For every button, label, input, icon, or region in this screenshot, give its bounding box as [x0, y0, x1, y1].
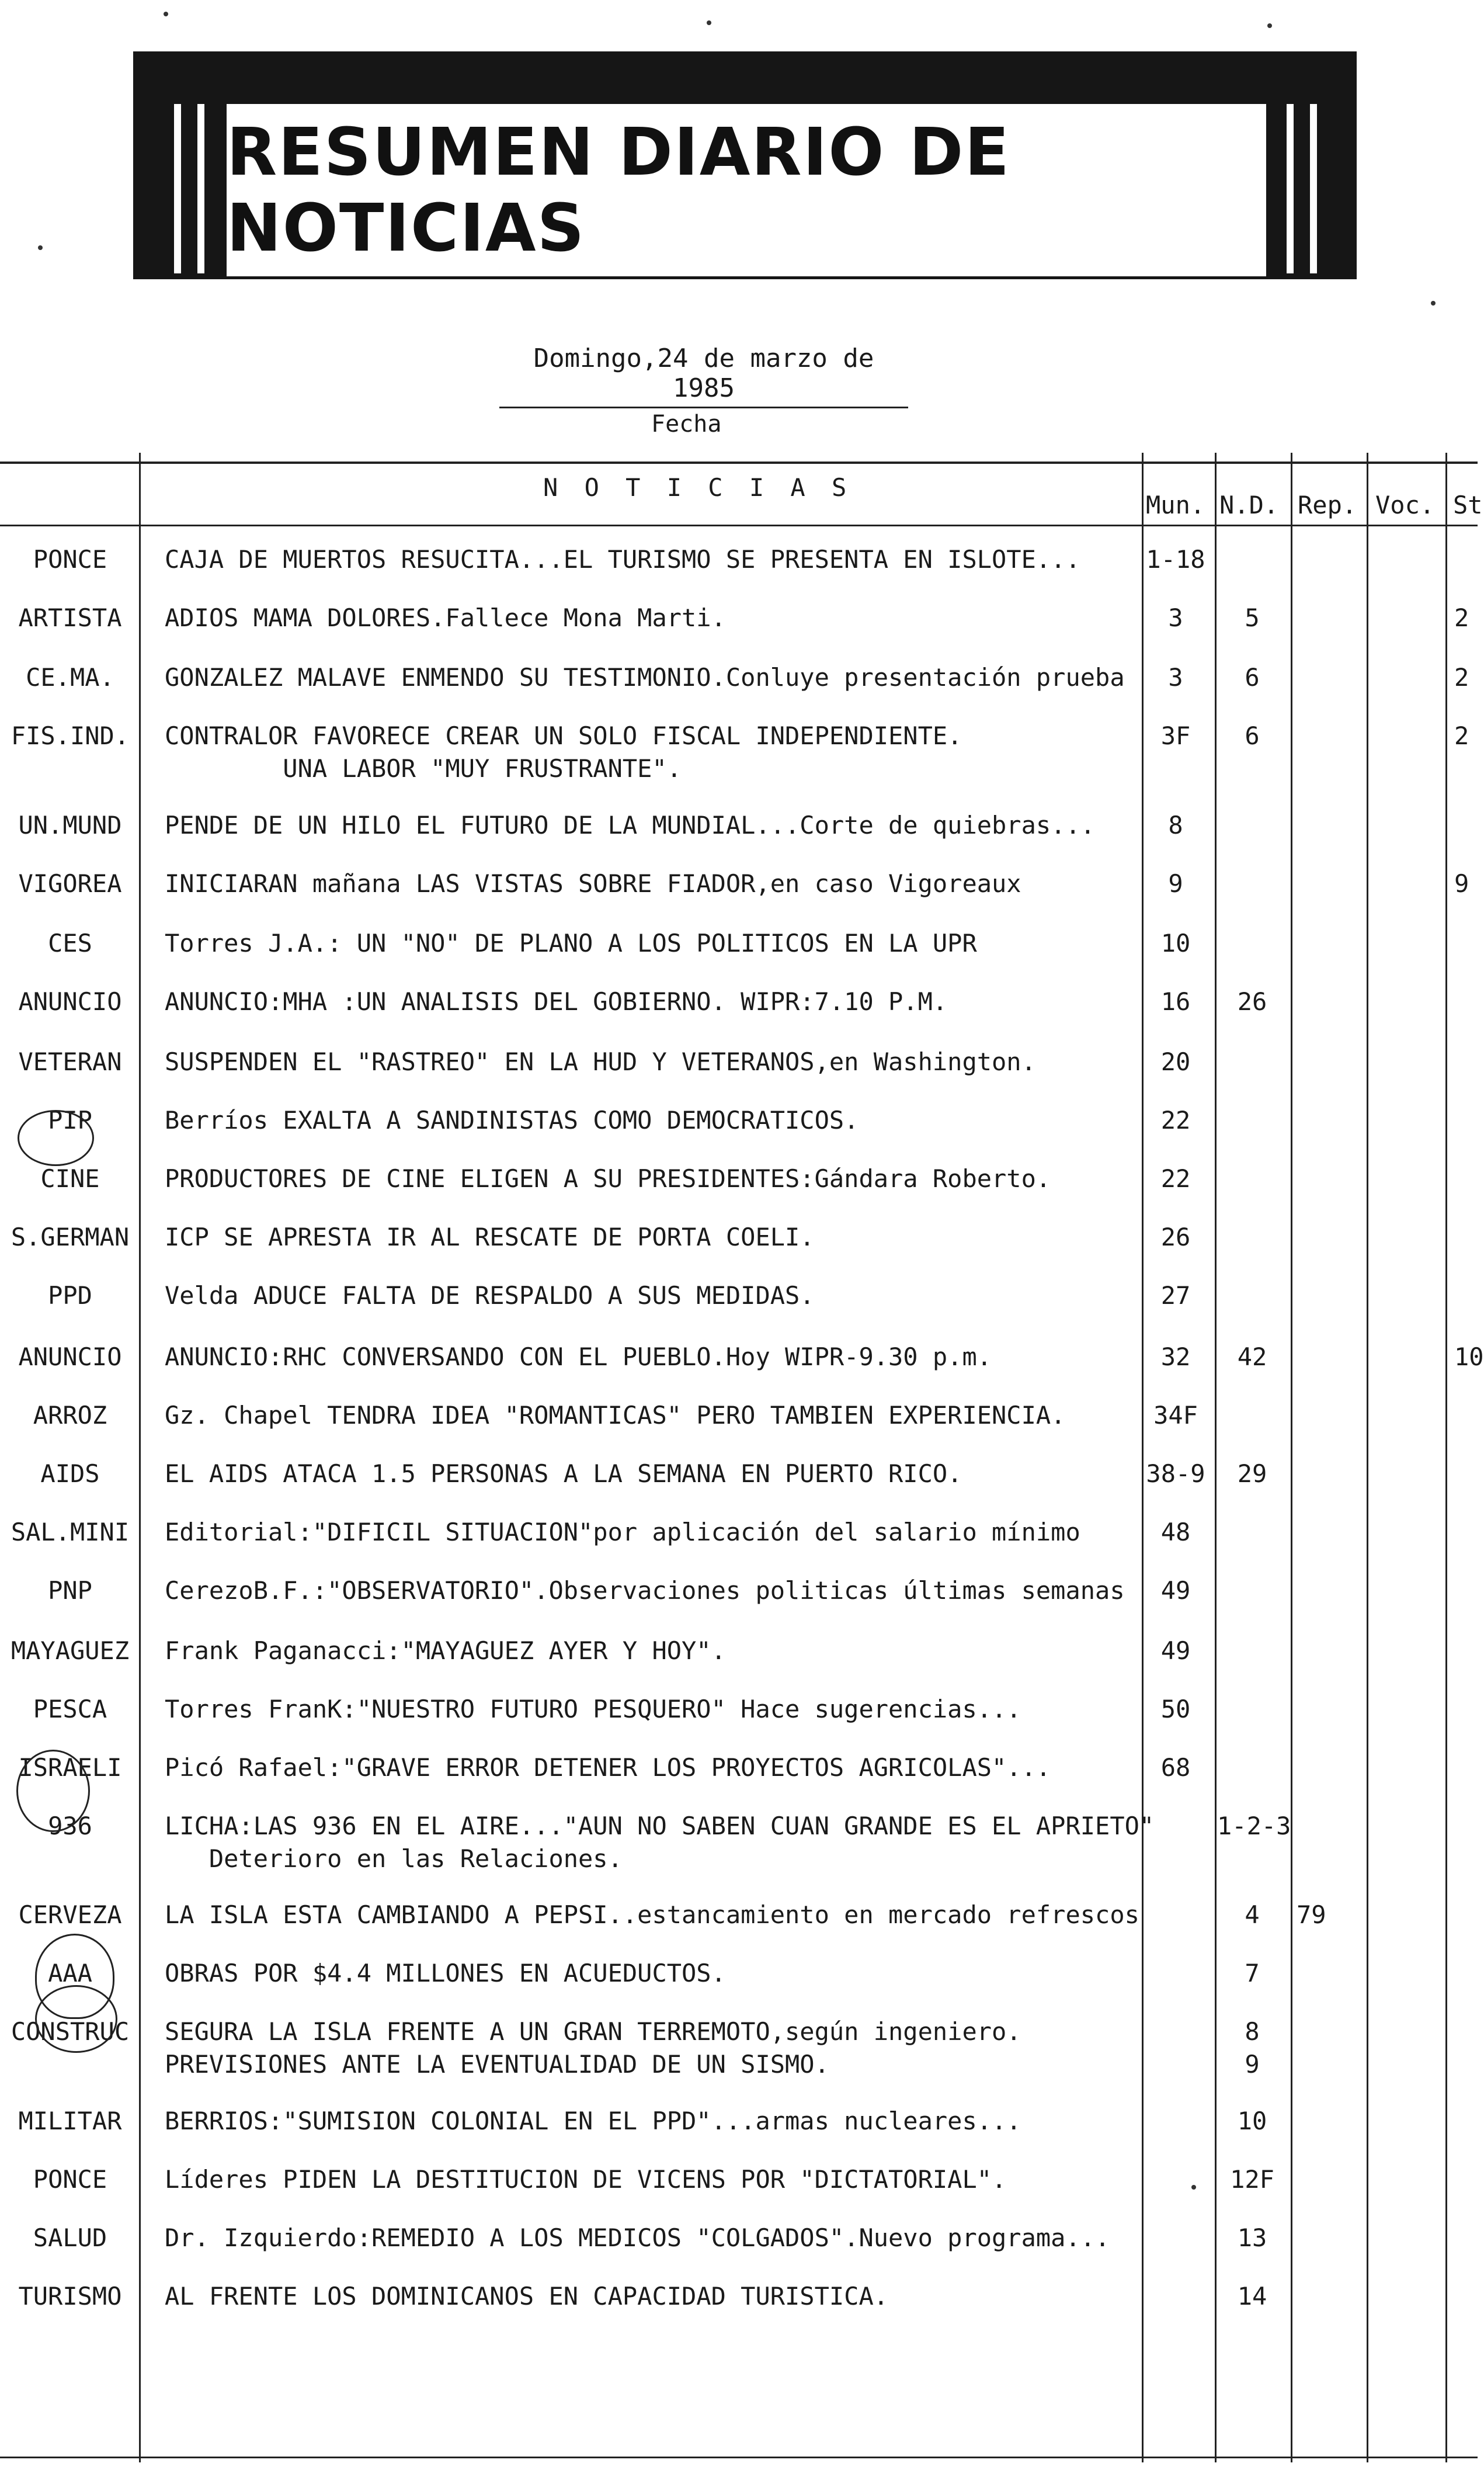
- column-header-nd: N.D.: [1219, 491, 1279, 519]
- row-section: VETERAN: [18, 1047, 122, 1076]
- table-row: [0, 720, 1478, 783]
- row-mun: 49: [1160, 1636, 1191, 1665]
- table-row: [0, 1399, 1478, 1458]
- row-section: CES: [48, 929, 92, 958]
- table-row: [0, 1458, 1478, 1516]
- row-headline: ADIOS MAMA DOLORES.Fallece Mona Marti.: [165, 603, 726, 632]
- row-section: AAA: [48, 1959, 92, 1987]
- row-headline: Gz. Chapel TENDRA IDEA "ROMANTICAS" PERO TAMBIEN EXPERIENCIA.: [165, 1401, 1066, 1430]
- banner-panel: [227, 104, 1266, 276]
- row-section: PESCA: [33, 1695, 107, 1723]
- row-headline: AL FRENTE LOS DOMINICANOS EN CAPACIDAD TURISTICA.: [165, 2282, 889, 2311]
- row-rep: 79: [1297, 1900, 1326, 1929]
- table-row: [0, 2280, 1478, 2339]
- banner-rule: [197, 104, 204, 273]
- row-section: CINE: [40, 1164, 100, 1193]
- table-row: [0, 1957, 1478, 2015]
- row-headline: LA ISLA ESTA CAMBIANDO A PEPSI..estancamiento en mercado refrescos: [165, 1900, 1139, 1929]
- row-headline: CONTRALOR FAVORECE CREAR UN SOLO FISCAL INDEPENDIENTE. UNA LABOR "MUY FRUSTRANTE".: [165, 721, 962, 783]
- row-headline: Velda ADUCE FALTA DE RESPALDO A SUS MEDIDAS.: [165, 1281, 815, 1310]
- date-value: Domingo,24 de marzo de 1985: [499, 344, 908, 408]
- row-nd: 7: [1245, 1959, 1260, 1987]
- row-headline: Editorial:"DIFICIL SITUACION"por aplicación del salario mínimo: [165, 1518, 1080, 1546]
- row-section: MILITAR: [18, 2107, 122, 2135]
- column-header-news: N O T I C I A S: [543, 473, 853, 502]
- row-section: SAL.MINI: [11, 1518, 130, 1546]
- handwritten-circle: [18, 1110, 94, 1166]
- handwritten-circle: [35, 1985, 117, 2053]
- table-row: [0, 1635, 1478, 1693]
- row-mun: 3: [1168, 663, 1183, 692]
- row-mun: 16: [1160, 987, 1191, 1016]
- row-nd: 6: [1245, 721, 1260, 750]
- row-mun: 38-9: [1146, 1459, 1205, 1488]
- table-row: [0, 1279, 1478, 1338]
- row-mun: 3: [1168, 603, 1183, 632]
- row-mun: 49: [1160, 1576, 1191, 1605]
- row-st: 2: [1454, 663, 1469, 692]
- row-section: ARTISTA: [18, 603, 122, 632]
- row-nd: 29: [1237, 1459, 1267, 1488]
- table-row: [0, 927, 1478, 986]
- row-headline: LICHA:LAS 936 EN EL AIRE..."AUN NO SABEN CUAN GRANDE ES EL APRIETO" Deterioro en las Relaciones.: [165, 1812, 1155, 1873]
- page-title: RESUMEN DIARIO DE NOTICIAS: [227, 114, 1010, 266]
- table-row: [0, 1574, 1478, 1633]
- row-headline: Frank Paganacci:"MAYAGUEZ AYER Y HOY".: [165, 1636, 726, 1665]
- row-nd: 6: [1245, 663, 1260, 692]
- row-headline: ANUNCIO:MHA :UN ANALISIS DEL GOBIERNO. WIPR:7.10 P.M.: [165, 987, 948, 1016]
- row-section: PONCE: [33, 545, 107, 574]
- row-mun: 20: [1160, 1047, 1191, 1076]
- row-mun: 1-18: [1146, 545, 1205, 574]
- row-headline: EL AIDS ATACA 1.5 PERSONAS A LA SEMANA EN PUERTO RICO.: [165, 1459, 962, 1488]
- row-section: CE.MA.: [26, 663, 114, 692]
- table-row: [0, 986, 1478, 1044]
- row-mun: 8: [1168, 811, 1183, 839]
- row-nd: 1-2-3: [1217, 1812, 1291, 1840]
- row-nd: 5: [1245, 603, 1260, 632]
- row-mun: 3F: [1160, 721, 1191, 750]
- row-mun: 10: [1160, 929, 1191, 958]
- row-section: ANUNCIO: [18, 1342, 122, 1371]
- row-headline: Berríos EXALTA A SANDINISTAS COMO DEMOCRATICOS.: [165, 1106, 859, 1135]
- row-headline: Picó Rafael:"GRAVE ERROR DETENER LOS PROYECTOS AGRICOLAS"...: [165, 1753, 1051, 1782]
- table-row: [0, 2163, 1478, 2222]
- row-headline: Torres J.A.: UN "NO" DE PLANO A LOS POLITICOS EN LA UPR: [165, 929, 977, 958]
- row-mun: 50: [1160, 1695, 1191, 1723]
- table-row: [0, 1341, 1484, 1399]
- table-row: [0, 1104, 1478, 1163]
- row-st: 10: [1454, 1342, 1484, 1371]
- row-mun: 48: [1160, 1518, 1191, 1546]
- banner-rule: [1287, 104, 1294, 273]
- table-row: [0, 1221, 1478, 1279]
- ink-speck: [1267, 23, 1272, 28]
- table-row: [0, 2105, 1478, 2163]
- row-section: FIS.IND.: [11, 721, 130, 750]
- handwritten-circle: [16, 1750, 90, 1832]
- row-mun: 9: [1168, 869, 1183, 898]
- date-block: [499, 344, 908, 438]
- row-headline: ICP SE APRESTA IR AL RESCATE DE PORTA COELI.: [165, 1223, 815, 1251]
- row-mun: 22: [1160, 1164, 1191, 1193]
- row-st: 2: [1454, 721, 1469, 750]
- table-row: [0, 2222, 1478, 2280]
- table-row: [0, 2015, 1478, 2079]
- table-row: [0, 1810, 1478, 1873]
- row-st: 9: [1454, 869, 1469, 898]
- row-section: PNP: [48, 1576, 92, 1605]
- row-nd: 14: [1237, 2282, 1267, 2311]
- row-nd: 13: [1237, 2223, 1267, 2252]
- row-section: ANUNCIO: [18, 987, 122, 1016]
- ink-speck: [707, 20, 711, 25]
- row-nd: 10: [1237, 2107, 1267, 2135]
- column-header-rep: Rep.: [1298, 491, 1357, 519]
- ink-speck: [1191, 2185, 1196, 2190]
- row-mun: 27: [1160, 1281, 1191, 1310]
- ink-speck: [38, 245, 43, 250]
- table-row: [0, 1693, 1478, 1751]
- table-row: [0, 543, 1478, 602]
- table-row: [0, 868, 1478, 926]
- row-section: TURISMO: [18, 2282, 122, 2311]
- row-mun: 32: [1160, 1342, 1191, 1371]
- column-header-voc: Voc.: [1375, 491, 1435, 519]
- ink-speck: [1431, 301, 1436, 306]
- row-headline: Líderes PIDEN LA DESTITUCION DE VICENS POR "DICTATORIAL".: [165, 2165, 1007, 2194]
- table-row: [0, 1046, 1478, 1104]
- row-nd: 26: [1237, 987, 1267, 1016]
- row-headline: PRODUCTORES DE CINE ELIGEN A SU PRESIDENTES:Gándara Roberto.: [165, 1164, 1051, 1193]
- row-headline: CAJA DE MUERTOS RESUCITA...EL TURISMO SE PRESENTA EN ISLOTE...: [165, 545, 1080, 574]
- row-headline: SUSPENDEN EL "RASTREO" EN LA HUD Y VETERANOS,en Washington.: [165, 1047, 1036, 1076]
- column-header-st: St: [1453, 491, 1483, 519]
- table-top-rule: [0, 462, 1478, 464]
- column-header-mun: Mun.: [1146, 491, 1205, 519]
- row-section: SALUD: [33, 2223, 107, 2252]
- row-st: 2: [1454, 603, 1469, 632]
- row-section: PONCE: [33, 2165, 107, 2194]
- table-row: [0, 661, 1478, 720]
- table-row: [0, 1899, 1478, 1957]
- row-headline: GONZALEZ MALAVE ENMENDO SU TESTIMONIO.Conluye presentación prueba: [165, 663, 1125, 692]
- row-section: AIDS: [40, 1459, 100, 1488]
- table-row: [0, 1751, 1478, 1810]
- row-nd: 42: [1237, 1342, 1267, 1371]
- row-headline: CerezoB.F.:"OBSERVATORIO".Observaciones politicas últimas semanas: [165, 1576, 1125, 1605]
- banner-rule: [1310, 104, 1317, 273]
- row-headline: OBRAS POR $4.4 MILLONES EN ACUEDUCTOS.: [165, 1959, 726, 1987]
- table-row: [0, 1163, 1478, 1221]
- row-mun: 34F: [1153, 1401, 1198, 1430]
- date-label: Fecha: [651, 411, 722, 438]
- row-section: CERVEZA: [18, 1900, 122, 1929]
- row-section: CONSTRUC: [11, 2017, 130, 2046]
- header-rule: [0, 525, 1478, 526]
- row-nd: 12F: [1230, 2165, 1274, 2194]
- row-nd: 4: [1245, 1900, 1260, 1929]
- row-mun: 26: [1160, 1223, 1191, 1251]
- table-row: [0, 602, 1478, 660]
- banner-rule: [174, 104, 181, 273]
- row-section: 936: [48, 1812, 92, 1840]
- row-section: ISRAELI: [18, 1753, 122, 1782]
- row-headline: BERRIOS:"SUMISION COLONIAL EN EL PPD"...armas nucleares...: [165, 2107, 1021, 2135]
- row-section: PPD: [48, 1281, 92, 1310]
- title-banner: [133, 51, 1357, 279]
- row-section: VIGOREA: [18, 869, 122, 898]
- row-headline: INICIARAN mañana LAS VISTAS SOBRE FIADOR,en caso Vigoreaux: [165, 869, 1021, 898]
- row-section: PIP: [48, 1106, 92, 1135]
- row-mun: 68: [1160, 1753, 1191, 1782]
- row-headline: PENDE DE UN HILO EL FUTURO DE LA MUNDIAL...Corte de quiebras...: [165, 811, 1096, 839]
- row-section: S.GERMAN: [11, 1223, 130, 1251]
- row-mun: 22: [1160, 1106, 1191, 1135]
- ink-speck: [164, 12, 168, 16]
- row-nd: 8 9: [1245, 2017, 1260, 2079]
- row-section: UN.MUND: [18, 811, 122, 839]
- row-section: MAYAGUEZ: [11, 1636, 130, 1665]
- row-headline: ANUNCIO:RHC CONVERSANDO CON EL PUEBLO.Hoy WIPR-9.30 p.m.: [165, 1342, 992, 1371]
- row-headline: SEGURA LA ISLA FRENTE A UN GRAN TERREMOTO,según ingeniero. PREVISIONES ANTE LA EVENTUALIDAD DE UN SISMO.: [165, 2017, 1021, 2079]
- row-headline: Torres FranK:"NUESTRO FUTURO PESQUERO" Hace sugerencias...: [165, 1695, 1021, 1723]
- row-section: ARROZ: [33, 1401, 107, 1430]
- table-bottom-rule: [0, 2457, 1478, 2458]
- row-headline: Dr. Izquierdo:REMEDIO A LOS MEDICOS "COLGADOS".Nuevo programa...: [165, 2223, 1110, 2252]
- table-row: [0, 1516, 1478, 1574]
- table-row: [0, 809, 1478, 868]
